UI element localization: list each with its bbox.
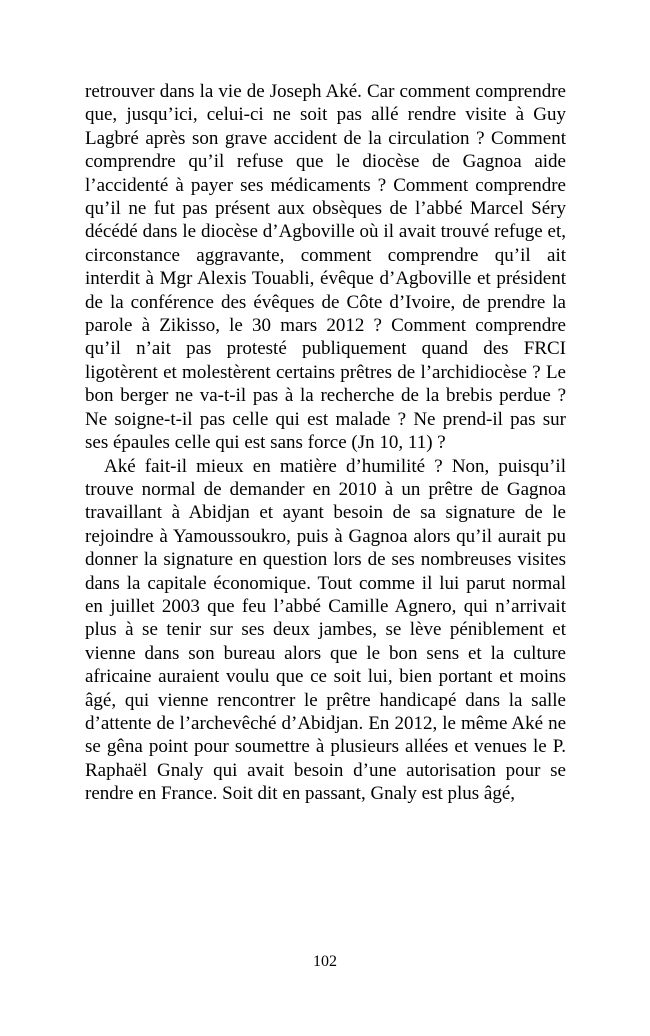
paragraph-2: Aké fait-il mieux en matière d’humilité ? Non, puisqu’il trouve normal de demander en 2010 à un prêtre de Gagnoa travaillant à Abidjan et ayant besoin de sa signature de le rejoindre à Yamoussoukro, puis à Gagnoa alors qu’il aurait pu donner la signature en question lors de ses nombreuses visites dans la capitale économique. Tout comme il lui parut normal en juillet 2003 que feu l’abbé Camille Agnero, qui n’arrivait plus à se tenir sur ses deux jambes, se lève péniblement et vienne dans son bureau alors que le bon sens et la culture africaine auraient voulu que ce soit lui, bien portant et moins âgé, qui vienne rencontrer le prêtre handicapé dans la salle d’attente de l’archevêché d’Abidjan. En 2012, le même Aké ne se gêna point pour soumettre à plusieurs allées et venues le P. Raphaël Gnaly qui avait besoin d’une autorisation pour se rendre en France. Soit dit en passant, Gnaly est plus âgé,	[85, 455, 566, 805]
page-number: 102	[313, 953, 337, 970]
body-text	[85, 80, 566, 806]
paragraph-1: retrouver dans la vie de Joseph Aké. Car comment comprendre que, jusqu’ici, celui-ci ne soit pas allé rendre visite à Guy Lagbré après son grave accident de la circulation ? Comment comprendre qu’il refuse que le diocèse de Gagnoa aide l’accidenté à payer ses médicaments ? Comment comprendre qu’il ne fut pas présent aux obsèques de l’abbé Marcel Séry décédé dans le diocèse d’Agboville où il avait trouvé refuge et, circonstance aggravante, comment comprendre qu’il ait interdit à Mgr Alexis Touabli, évêque d’Agboville et président de la conférence des évêques de Côte d’Ivoire, de prendre la parole à Zikisso, le 30 mars 2012 ? Comment comprendre qu’il n’ait pas protesté publiquement quand des FRCI ligotèrent et molestèrent certains prêtres de l’archidiocèse ? Le bon berger ne va-t-il pas à la recherche de la brebis perdue ? Ne soigne-t-il pas celle qui est malade ? Ne prend-il pas sur ses épaules celle qui est sans force (Jn 10, 11) ?	[85, 81, 566, 454]
